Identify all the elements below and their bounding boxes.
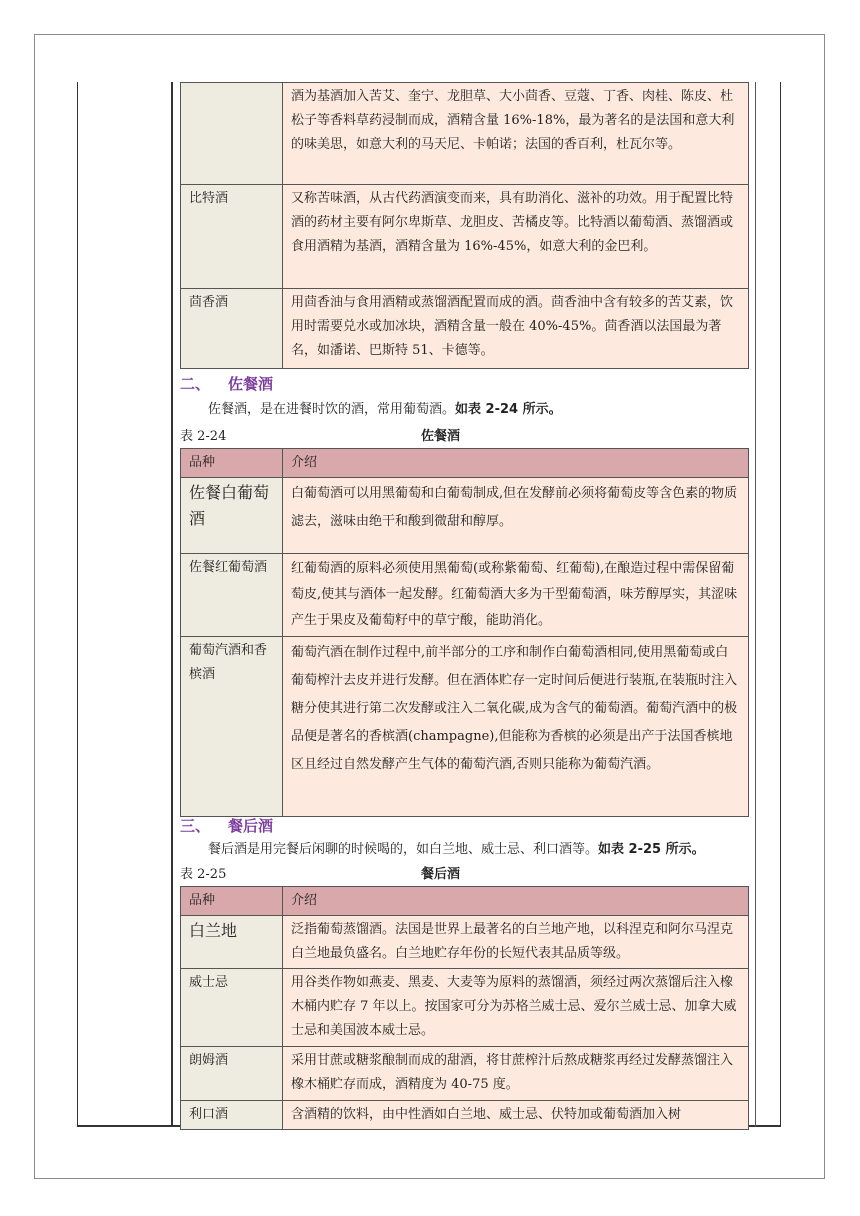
table-row (181, 289, 749, 369)
section-number: 三、 (180, 817, 211, 835)
table-row (181, 185, 749, 289)
table-row (181, 916, 749, 969)
header-description: 介绍 (283, 449, 749, 478)
table-header-row (181, 887, 749, 916)
variety-cell: 威士忌 (181, 969, 283, 1047)
table-row (181, 969, 749, 1047)
wine-table-table-wine (180, 448, 749, 817)
table-caption (180, 865, 749, 885)
section-title: 佐餐酒 (228, 375, 274, 393)
section-heading-table-wine (180, 373, 273, 394)
variety-cell: 利口酒 (181, 1101, 283, 1130)
variety-cell: 朗姆酒 (181, 1047, 283, 1101)
description-cell: 白葡萄酒可以用黑葡萄和白葡萄制成,但在发酵前必须将葡萄皮等含色素的物质滤去，滋味由绝干和酸到微甜和醇厚。 (283, 478, 749, 554)
outer-table-divider-right (755, 82, 756, 1127)
intro-table-ref: 如表 2-24 所示。 (455, 402, 562, 417)
outer-table-divider-left (171, 82, 173, 1127)
section-intro (208, 840, 705, 860)
table-title: 餐后酒 (421, 867, 461, 882)
wine-table-aperitif (180, 82, 749, 369)
table-row (181, 478, 749, 554)
description-cell: 含酒精的饮料，由中性酒如白兰地、威士忌、伏特加或葡萄酒加入树 (283, 1101, 749, 1130)
variety-cell: 佐餐白葡萄酒 (181, 478, 283, 554)
description-cell: 酒为基酒加入苦艾、奎宁、龙胆草、大小茴香、豆蔻、丁香、肉桂、陈皮、杜松子等香料草药浸制而成，酒精含量 16%-18%，最为著名的是法国和意大利的味美思，如意大利的马天尼、卡帕诺；法国的香百利，杜瓦尔等。 (283, 83, 749, 185)
table-label: 表 2-25 (180, 867, 227, 882)
variety-cell: 茴香酒 (181, 289, 283, 369)
variety-cell: 白兰地 (181, 916, 283, 969)
variety-cell (181, 83, 283, 185)
intro-text: 餐后酒是用完餐后闲聊的时候喝的，如白兰地、威士忌、利口酒等。 (208, 842, 599, 857)
table-title: 佐餐酒 (421, 429, 461, 444)
table-row (181, 1101, 749, 1130)
description-cell: 又称苦味酒，从古代药酒演变而来，具有助消化、滋补的功效。用于配置比特酒的药材主要有阿尔卑斯草、龙胆皮、苦橘皮等。比特酒以葡萄酒、蒸馏酒或食用酒精为基酒，酒精含量为 16%-45%，如意大利的金巴利。 (283, 185, 749, 289)
table-row (181, 637, 749, 817)
table-header-row (181, 449, 749, 478)
description-cell: 葡萄汽酒在制作过程中,前半部分的工序和制作白葡萄酒相同,使用黑葡萄或白葡萄榨汁去皮并进行发酵。但在酒体贮存一定时间后便进行装瓶,在装瓶时注入糖分使其进行第二次发酵或注入二氧化碳,成为含气的葡萄酒。葡萄汽酒中的极品便是著名的香槟酒(champagne),但能称为香槟的必须是出产于法国香槟地区且经过自然发酵产生气体的葡萄汽酒,否则只能称为葡萄汽酒。 (283, 637, 749, 817)
table-label: 表 2-24 (180, 429, 227, 444)
intro-text: 佐餐酒，是在进餐时饮的酒，常用葡萄酒。 (208, 402, 456, 417)
description-cell: 采用甘蔗或糖浆酿制而成的甜酒，将甘蔗榨汁后熬成糖浆再经过发酵蒸馏注入橡木桶贮存而成，酒精度为 40-75 度。 (283, 1047, 749, 1101)
header-variety: 品种 (181, 449, 283, 478)
description-cell: 泛指葡萄蒸馏酒。法国是世界上最著名的白兰地产地，以科涅克和阿尔马涅克白兰地最负盛名。白兰地贮存年份的长短代表其品质等级。 (283, 916, 749, 969)
section-heading-digestif (180, 815, 273, 836)
section-intro (208, 400, 562, 420)
table-row (181, 554, 749, 637)
header-description: 介绍 (283, 887, 749, 916)
table-row (181, 83, 749, 185)
variety-cell: 佐餐红葡萄酒 (181, 554, 283, 637)
variety-cell: 比特酒 (181, 185, 283, 289)
variety-cell: 葡萄汽酒和香槟酒 (181, 637, 283, 817)
table-row (181, 1047, 749, 1101)
description-cell: 用谷类作物如燕麦、黑麦、大麦等为原料的蒸馏酒，须经过两次蒸馏后注入橡木桶内贮存 7 年以上。按国家可分为苏格兰威士忌、爱尔兰威士忌、加拿大威士忌和美国波本威士忌。 (283, 969, 749, 1047)
intro-table-ref: 如表 2-25 所示。 (598, 842, 705, 857)
section-number: 二、 (180, 375, 211, 393)
table-caption (180, 427, 749, 447)
section-title: 餐后酒 (228, 817, 274, 835)
description-cell: 用茴香油与食用酒精或蒸馏酒配置而成的酒。茴香油中含有较多的苦艾素，饮用时需要兑水或加冰块，酒精含量一般在 40%-45%。茴香酒以法国最为著名，如潘诺、巴斯特 51、卡德等。 (283, 289, 749, 369)
description-cell: 红葡萄酒的原料必须使用黑葡萄(或称紫葡萄、红葡萄),在酿造过程中需保留葡萄皮,使其与酒体一起发酵。红葡萄酒大多为干型葡萄酒，味芳醇厚实，其涩味产生于果皮及葡萄籽中的草宁酸，能助消化。 (283, 554, 749, 637)
header-variety: 品种 (181, 887, 283, 916)
wine-table-digestif (180, 886, 749, 1130)
